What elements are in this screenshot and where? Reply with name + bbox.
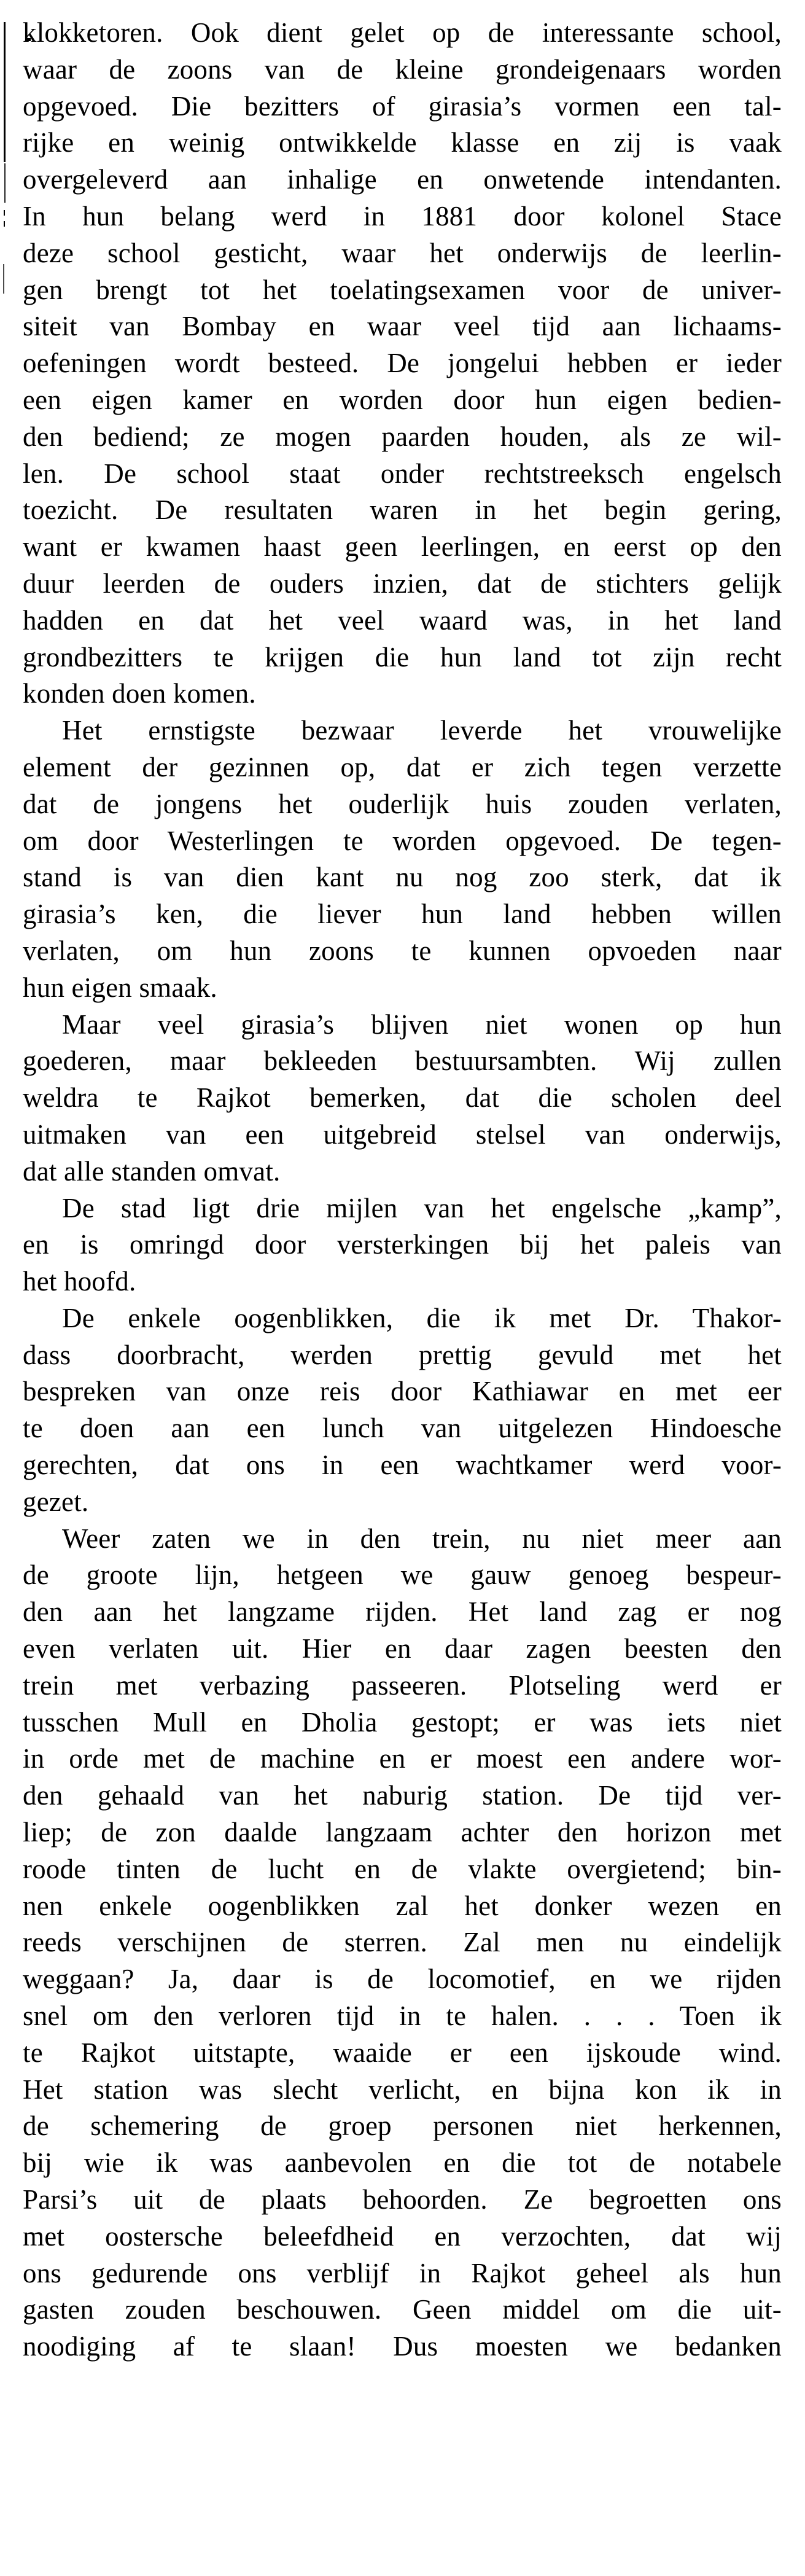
text-line: reeds verschijnen de sterren. Zal men nu eindelijk xyxy=(23,1927,782,1958)
text-line: te Rajkot uitstapte, waaide er een ijskoude wind. xyxy=(23,2037,782,2068)
text-line: met oostersche beleefdheid en verzochten, dat wij xyxy=(23,2220,782,2252)
text-line: nen enkele oogenblikken zal het donker wezen en xyxy=(23,1890,782,1921)
text-line: goederen, maar bekleeden bestuursambten. Wij zullen xyxy=(23,1045,782,1077)
text-line: ons gedurende ons verblijf in Rajkot geheel als hun xyxy=(23,2257,782,2289)
text-line: gen brengt tot het toelatingsexamen voor de univer- xyxy=(23,274,782,305)
text-line: tusschen Mull en Dholia gestopt; er was iets niet xyxy=(23,1706,782,1738)
text-line: trein met verbazing passeeren. Plotseling werd er xyxy=(23,1669,782,1701)
text-line: en is omringd door versterkingen bij het paleis van xyxy=(23,1229,782,1260)
text-line: het hoofd. xyxy=(23,1266,136,1297)
paragraph xyxy=(23,1300,782,1521)
text-line: de groote lijn, hetgeen we gauw genoeg bespeur- xyxy=(23,1559,782,1591)
text-line: duur leerden de ouders inzien, dat de stichters gelijk xyxy=(23,568,782,599)
text-line: De enkele oogenblikken, die ik met Dr. Thakor- xyxy=(62,1302,782,1333)
text-column xyxy=(23,15,782,2365)
text-line: snel om den verloren tijd in te halen. . . . Toen ik xyxy=(23,2000,782,2032)
text-line: Het station was slecht verlicht, en bijna kon ik in xyxy=(23,2074,782,2105)
text-line: rijke en weinig ontwikkelde klasse en zij is vaak xyxy=(23,127,782,158)
text-line: siteit van Bombay en waar veel tijd aan lichaams- xyxy=(23,311,782,342)
text-line: weggaan? Ja, daar is de locomotief, en we rijden xyxy=(23,1964,782,1995)
text-line: deze school gesticht, waar het onderwijs de leerlin- xyxy=(23,237,782,268)
text-line: Weer zaten we in den trein, nu niet meer aan xyxy=(62,1523,782,1554)
paragraph xyxy=(23,1190,782,1300)
text-line: stand is van dien kant nu nog zoo sterk, dat ik xyxy=(23,862,782,893)
text-line: Het ernstigste bezwaar leverde het vrouwelijke xyxy=(62,715,782,746)
text-line: gerechten, dat ons in een wachtkamer werd voor- xyxy=(23,1450,782,1481)
text-line: liep; de zon daalde langzaam achter den horizon met xyxy=(23,1817,782,1848)
text-line: dat alle standen omvat. xyxy=(23,1155,281,1187)
text-line: den aan het langzame rijden. Het land zag er nog xyxy=(23,1596,782,1628)
scan-edge-mark xyxy=(4,210,5,216)
text-line: gasten zouden beschouwen. Geen middel om die uit- xyxy=(23,2294,782,2325)
scan-edge-mark xyxy=(4,221,5,227)
text-line: klokketoren. Ook dient gelet op de interessante school, xyxy=(23,17,782,48)
text-line: den bediend; ze mogen paarden houden, als ze wil- xyxy=(23,421,782,452)
text-line: de schemering de groep personen niet herkennen, xyxy=(23,2110,782,2142)
text-line: hadden en dat het veel waard was, in het land xyxy=(23,604,782,636)
text-line: De stad ligt drie mijlen van het engelsche „kamp”, xyxy=(62,1192,782,1224)
text-line: dat de jongens het ouderlijk huis zouden verlaten, xyxy=(23,788,782,819)
text-line: even verlaten uit. Hier en daar zagen beesten den xyxy=(23,1633,782,1665)
scan-edge-mark xyxy=(4,22,6,162)
text-line: om door Westerlingen te worden opgevoed. De tegen- xyxy=(23,825,782,856)
paragraph xyxy=(23,1521,782,2365)
text-line: waar de zoons van de kleine grondeigenaars worden xyxy=(23,53,782,85)
text-line: weldra te Rajkot bemerken, dat die scholen deel xyxy=(23,1082,782,1114)
text-line: want er kwamen haast geen leerlingen, en eerst op den xyxy=(23,531,782,563)
text-line: element der gezinnen op, dat er zich tegen verzette xyxy=(23,751,782,783)
text-line: verlaten, om hun zoons te kunnen opvoeden naar xyxy=(23,935,782,966)
text-line: bespreken van onze reis door Kathiawar en met eer xyxy=(23,1376,782,1407)
text-line: te doen aan een lunch van uitgelezen Hindoesche xyxy=(23,1413,782,1444)
paragraph xyxy=(23,1007,782,1190)
text-line: overgeleverd aan inhalige en onwetende intendanten. xyxy=(23,164,782,195)
text-line: Parsi’s uit de plaats behoorden. Ze begroetten ons xyxy=(23,2184,782,2215)
text-line: In hun belang werd in 1881 door kolonel Stace xyxy=(23,200,782,232)
text-line: grondbezitters te krijgen die hun land tot zijn recht xyxy=(23,641,782,673)
text-line: den gehaald van het naburig station. De tijd ver- xyxy=(23,1780,782,1811)
text-line: roode tinten de lucht en de vlakte overgietend; bin- xyxy=(23,1853,782,1884)
text-line: bij wie ik was aanbevolen en die tot de notabele xyxy=(23,2147,782,2179)
text-line: uitmaken van een uitgebreid stelsel van onderwijs, xyxy=(23,1118,782,1150)
text-line: len. De school staat onder rechtstreeksch engelsch xyxy=(23,458,782,489)
paragraph xyxy=(23,15,782,712)
text-line: Maar veel girasia’s blijven niet wonen op hun xyxy=(62,1009,782,1040)
text-line: dass doorbracht, werden prettig gevuld met het xyxy=(23,1339,782,1370)
text-line: hun eigen smaak. xyxy=(23,972,217,1003)
text-line: een eigen kamer en worden door hun eigen bedien- xyxy=(23,384,782,415)
text-line: opgevoed. Die bezitters of girasia’s vormen een tal- xyxy=(23,90,782,122)
text-line: oefeningen wordt besteed. De jongelui hebben er ieder xyxy=(23,348,782,379)
text-line: in orde met de machine en er moest een andere wor- xyxy=(23,1743,782,1774)
text-line: gezet. xyxy=(23,1486,89,1517)
paragraph xyxy=(23,712,782,1006)
scan-edge-mark xyxy=(3,264,4,294)
text-line: girasia’s ken, die liever hun land hebben willen xyxy=(23,899,782,930)
scan-edge-mark xyxy=(4,163,6,203)
text-line: konden doen komen. xyxy=(23,678,256,709)
text-line: toezicht. De resultaten waren in het begin gering, xyxy=(23,494,782,526)
text-line: noodiging af te slaan! Dus moesten we bedanken xyxy=(23,2331,782,2362)
